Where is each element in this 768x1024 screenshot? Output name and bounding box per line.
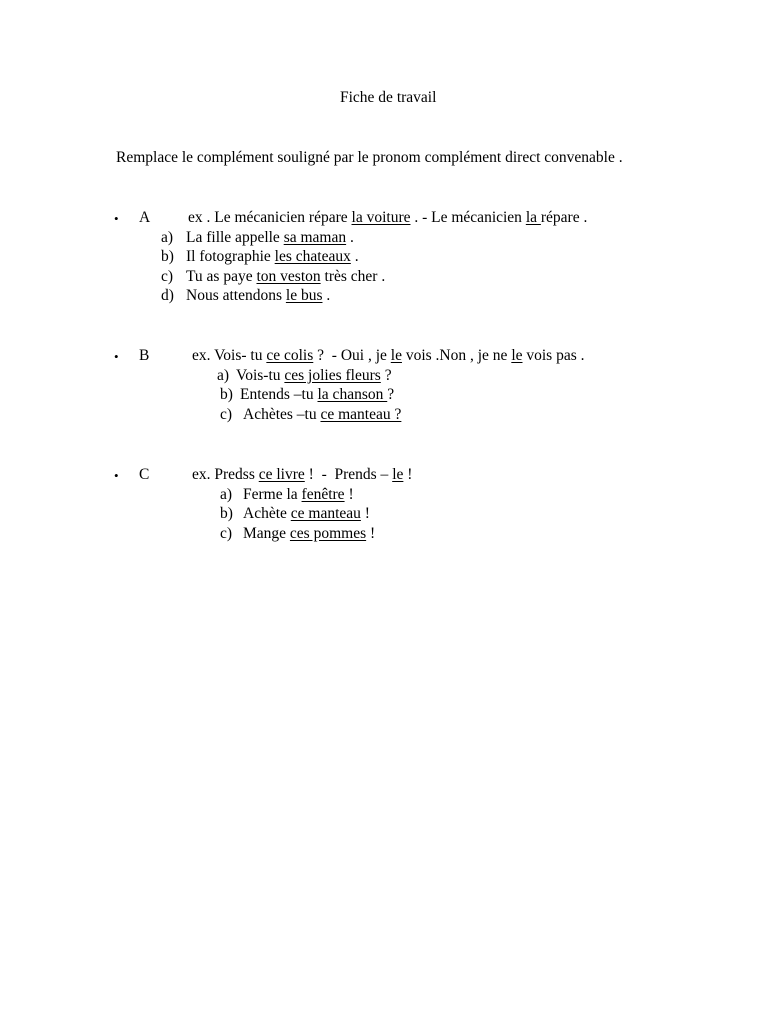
example-sentence [188,208,587,227]
underlined-complement: la [525,209,541,226]
item-label: c) [220,406,233,423]
exercise-item [186,286,330,305]
exercise-item [186,247,359,266]
item-label: a) [217,367,230,384]
exercise-item [186,228,354,247]
sentence-text: ! [403,466,413,483]
sentence-text: Nous attendons [186,287,286,304]
exercise-item [243,485,354,504]
exercise-item [243,524,375,543]
underlined-complement: ces jolies fleurs [284,367,381,384]
section-letter: A [139,209,151,226]
underlined-complement: la chanson [317,386,388,403]
item-label: d) [161,287,174,304]
sentence-text: vois pas . [522,347,585,364]
page-title: Fiche de travail [340,89,437,106]
underlined-complement: le [511,347,523,364]
underlined-complement: le [390,347,402,364]
section-letter: C [139,466,150,483]
sentence-text: Mange [243,525,290,542]
sentence-text: Achètes –tu [243,406,321,423]
underlined-complement: fenêtre [301,486,345,503]
sentence-text: . [322,287,331,304]
underlined-complement: ce colis [266,347,314,364]
sentence-text: Tu as paye [186,268,257,285]
sentence-text: ex. Predss [192,466,259,483]
bullet-icon: • [114,211,119,226]
underlined-complement: sa maman [283,229,347,246]
sentence-text: . [346,229,354,246]
example-sentence [192,465,412,484]
sentence-text: ! - Prends – [304,466,393,483]
item-label: c) [161,268,174,285]
sentence-text: Vois-tu [236,367,285,384]
sentence-text: très cher . [320,268,386,285]
sentence-text: Ferme la [243,486,302,503]
item-label: b) [220,386,233,403]
example-sentence [192,346,585,365]
item-label: b) [220,505,233,522]
exercise-item [236,366,392,385]
sentence-text: . - Le mécanicien [410,209,526,226]
underlined-complement: ce livre [258,466,305,483]
sentence-text: ! [366,525,376,542]
sentence-text: ? - Oui , je [313,347,391,364]
underlined-complement: ton veston [256,268,321,285]
underlined-complement: les chateaux [274,248,351,265]
item-label: c) [220,525,233,542]
sentence-text: vois .Non , je ne [401,347,512,364]
sentence-text: ? [380,367,392,384]
sentence-text: ? [387,386,395,403]
sentence-text: ex . Le mécanicien répare [188,209,352,226]
bullet-icon: • [114,468,119,483]
item-label: a) [220,486,233,503]
underlined-complement: le [392,466,404,483]
exercise-item [186,267,385,286]
item-label: a) [161,229,174,246]
sentence-text: La fille appelle [186,229,284,246]
sentence-text: répare . [540,209,588,226]
underlined-complement: la voiture [351,209,411,226]
sentence-text: . [350,248,359,265]
underlined-complement: ce manteau ? [320,406,402,423]
sentence-text: Il fotographie [186,248,275,265]
sentence-text: Entends –tu [240,386,318,403]
sentence-text: Achète [243,505,291,522]
bullet-icon: • [114,349,119,364]
sentence-text: ex. Vois- tu [192,347,267,364]
sentence-text: ! [344,486,354,503]
exercise-item [243,405,401,424]
exercise-item [240,385,394,404]
underlined-complement: ces pommes [289,525,367,542]
instruction-text: Remplace le complément souligné par le pronom complément direct convenable . [116,149,623,166]
underlined-complement: le bus [285,287,323,304]
sentence-text: ! [360,505,370,522]
underlined-complement: ce manteau [290,505,361,522]
exercise-item [243,504,370,523]
section-letter: B [139,347,150,364]
item-label: b) [161,248,174,265]
